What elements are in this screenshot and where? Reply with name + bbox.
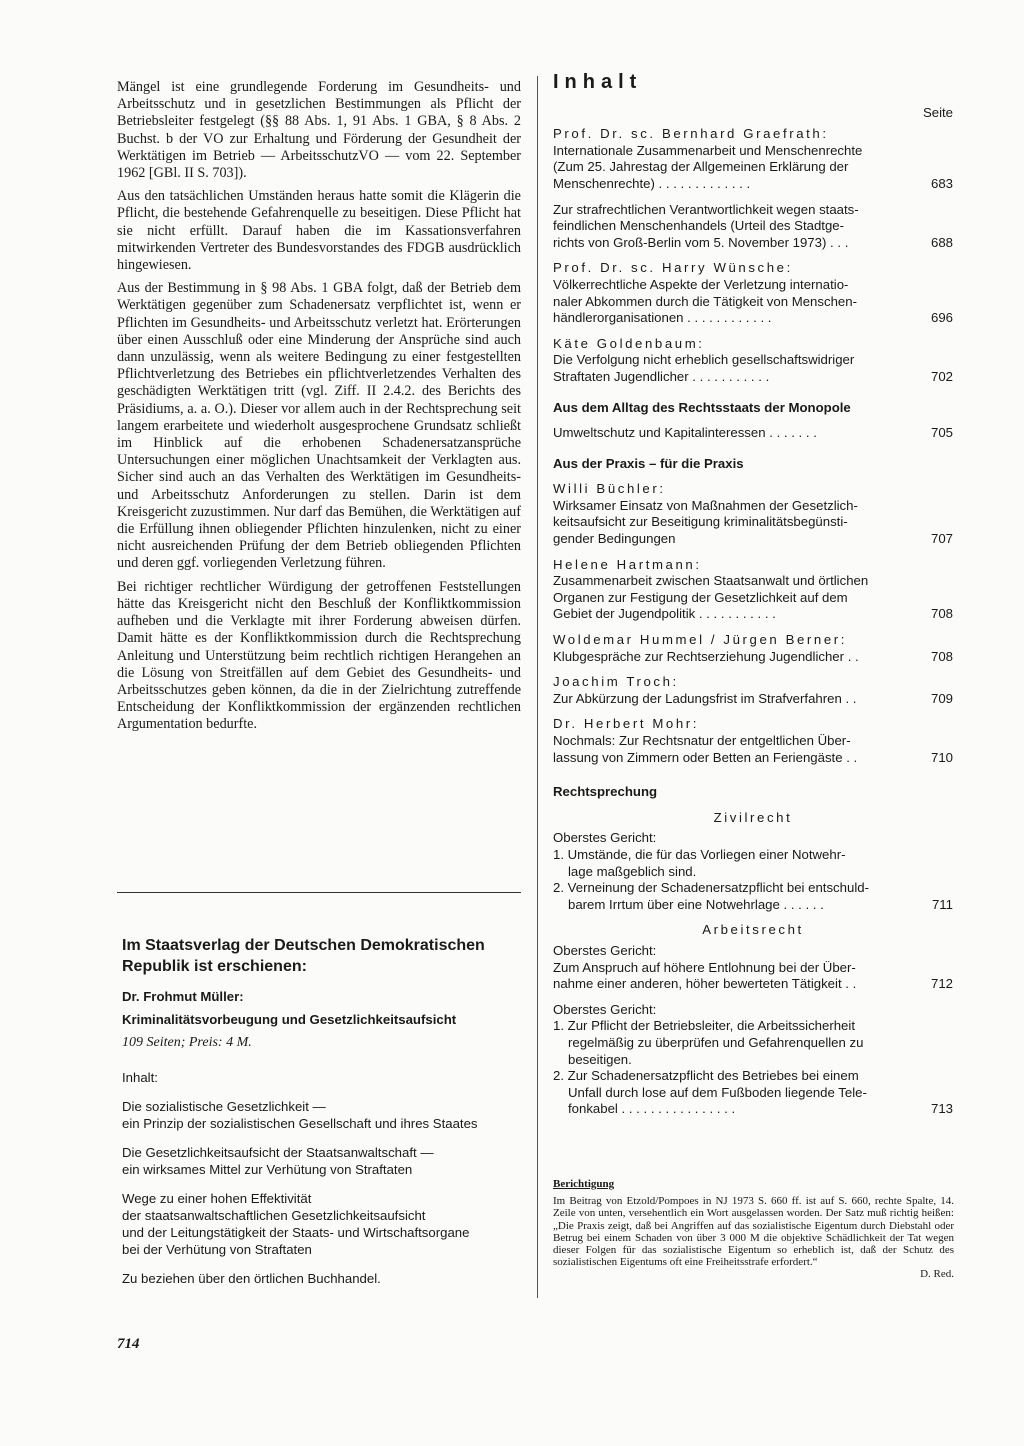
toc-entry[interactable]: Dr. Herbert Mohr: Nochmals: Zur Rechtsnatur der entgeltlichen Über- lassung von Zimmern oder Betten an Feriengäste . . 710	[553, 716, 953, 765]
toc-page: 683	[930, 175, 953, 191]
toc-entry[interactable]: Oberstes Gericht: 1. Zur Pflicht der Betriebsleiter, die Arbeitssicherheit regelmäßig zu überprüfen und Gefahrenquellen zu beseitigen. 2. Zur Schadenersatzpflicht des Betriebes bei einem Unfall durch lose auf dem Fußboden liegende Tele- fonkabel . . . . . . . . . . . . . . . . 713	[553, 1001, 953, 1117]
advert-book-title: Kriminalitätsvorbeugung und Gesetzlichkeitsaufsicht	[122, 1012, 457, 1027]
toc-author: Joachim Troch:	[553, 674, 679, 690]
toc-author: Helene Hartmann:	[553, 556, 702, 572]
toc-page: 710	[930, 749, 953, 765]
column-divider	[537, 76, 538, 1298]
toc-page: 711	[931, 896, 953, 912]
advert-footer: Zu beziehen über den örtlichen Buchhandel.	[122, 1271, 381, 1286]
correction-heading: Berichtigung	[553, 1178, 615, 1190]
paragraph: Aus der Bestimmung in § 98 Abs. 1 GBA folgt, daß der Betrieb dem Werktätigen gegenüber zum Schadenersatz verpflichtet ist, wenn er Pflichten im Gesundheits- und Arbeitsschutz verletzt hat. Erörterungen über einen Ausschluß oder eine Minderung der Ansprüche sind auch dann unzulässig, wenn als weitere Bedingung zu einer festgestellten Pflichtverletzung des Betriebes ein pflichtverletzendes Verhalten des geschädigten Werktätigen tritt (vgl. Ziff. II 2.4.2. des Berichts des Präsidiums, a. a. O.). Dieser vor allem auch in der Rechtsprechung seit langem erarbeitete und wiederholt ausgesprochene Grundsatz schließt im Hinblick auf die erhobenen Schadenersatzansprüche Untersuchungen einer möglichen Unachtsamkeit der Verklagten aus. Sicher sind auch an das Verhalten des Werktätigen im Gesundheits- und Arbeitsschutz Anforderungen zu stellen. Darin ist dem Kreisgericht zuzustimmen. Nur darf das Bemühen, die Werktätigen auf die Erfüllung ihnen obliegender Pflichten hinzulenken, nicht zu einer nicht ausreichenden Prüfung der dem Betrieb obliegenden Pflichten und deren ggf. vorliegenden Verletzung führen.	[117, 280, 521, 572]
section-divider	[117, 892, 521, 893]
toc-entry[interactable]: Helene Hartmann: Zusammenarbeit zwischen Staatsanwalt und örtlichen Organen zur Festigung der Gesetzlichkeit auf dem Gebiet der Jugendpolitik . . . . . . . . . . . 708	[553, 556, 953, 622]
advert-chapter: Wege zu einer hohen Effektivität der staatsanwaltschaftlichen Gesetzlichkeitsaufsicht und der Leitungstätigkeit der Staats- und Wirtschaftsorgane bei der Verhütung von Straftaten	[122, 1191, 470, 1257]
correction-text: Im Beitrag von Etzold/Pompoes in NJ 1973 S. 660 ff. ist auf S. 660, rechte Spalte, 14. Zeile von unten, versehentlich ein Wort ausgelassen worden. Der Satz muß richtig heißen: „Die Praxis zeigt, daß bei Angriffen auf das sozialistische Eigentum durch Diebstahl oder Betrug bei einem Schaden von über 3 000 M die objektive Schädlichkeit der Tat wegen dieser Folgen für das sozialistische Eigentum so erheblich ist, daß der Schutz des sozialistischen Eigentums oft eine Freiheitsstrafe erfordert.“	[553, 1195, 954, 1269]
page-number: 714	[117, 1336, 140, 1352]
toc-page: 696	[930, 310, 953, 326]
correction-notice	[553, 1178, 954, 1281]
publisher-advert	[122, 935, 522, 1299]
advert-chapter: Die Gesetzlichkeitsaufsicht der Staatsanwaltschaft — ein wirksames Mittel zur Verhütung von Straftaten	[122, 1145, 434, 1177]
advert-pages-price: 109 Seiten; Preis: 4 M.	[122, 1035, 252, 1050]
toc-entry[interactable]: Prof. Dr. sc. Harry Wünsche: Völkerrechtliche Aspekte der Verletzung internatio- naler Abkommen durch die Tätigkeit von Menschen- händlerorganisationen . . . . . . . . . . . . 696	[553, 260, 953, 326]
toc-page: 709	[930, 690, 953, 706]
toc-entry[interactable]: Oberstes Gericht: 1. Umstände, die für das Vorliegen einer Notwehr- lage maßgeblich sind. 2. Verneinung der Schadenersatzpflicht bei entschuld- barem Irrtum über eine Notwehrlage . . . . . . 711	[553, 830, 953, 912]
toc-page: 702	[930, 368, 953, 384]
toc-entry[interactable]: Zur strafrechtlichen Verantwortlichkeit wegen staats- feindlichen Menschenhandels (Urteil des Stadtge- richts von Groß-Berlin vom 5. November 1973) . . . 688	[553, 201, 953, 250]
toc-page-label: Seite	[922, 104, 953, 120]
toc-page: 707	[930, 531, 953, 547]
toc-page: 708	[930, 648, 953, 664]
toc-author: Woldemar Hummel / Jürgen Berner:	[553, 632, 848, 648]
toc-subheading: Zivilrecht	[713, 809, 793, 825]
toc-subheading: Arbeitsrecht	[702, 922, 804, 938]
toc-page: 688	[930, 234, 953, 250]
advert-headline: Im Staatsverlag der Deutschen Demokratischen Republik ist erschienen:	[122, 937, 485, 975]
toc-page: 708	[930, 606, 953, 622]
toc-author: Willi Büchler:	[553, 481, 666, 497]
toc-entry[interactable]: Umweltschutz und Kapitalinteressen . . . . . . . 705	[553, 425, 953, 441]
toc-page: 712	[930, 976, 953, 992]
toc-author: Prof. Dr. sc. Bernhard Graefrath:	[553, 126, 829, 142]
toc-author: Käte Goldenbaum:	[553, 335, 705, 351]
toc-page: 705	[930, 425, 953, 441]
toc-entry[interactable]: Willi Büchler: Wirksamer Einsatz von Maßnahmen der Gesetzlich- keitsaufsicht zur Beseitigung kriminalitätsbegünsti- gender Bedingungen 707	[553, 481, 953, 547]
paragraph: Aus den tatsächlichen Umständen heraus hatte somit die Klägerin die Pflicht, die bestehende Gefahrenquelle zu beseitigen. Diese Pflicht hat sie nicht erfüllt. Darauf haben die im Kassationsverfahren mitwirkenden Vertreter des Bundesvorstandes des FDGB ausdrücklich hingewiesen.	[117, 188, 521, 274]
toc-entry[interactable]: Käte Goldenbaum: Die Verfolgung nicht erheblich gesellschaftswidriger Straftaten Jugendlicher . . . . . . . . . . . 702	[553, 335, 953, 384]
toc-heading: Inhalt	[553, 71, 643, 93]
toc-author: Prof. Dr. sc. Harry Wünsche:	[553, 260, 793, 276]
advert-contents-label: Inhalt:	[122, 1070, 158, 1085]
toc-section-heading: Aus der Praxis – für die Praxis	[553, 455, 744, 471]
toc-entry[interactable]: Woldemar Hummel / Jürgen Berner: Klubgespräche zur Rechtserziehung Jugendlicher . . 708	[553, 632, 953, 664]
paragraph: Mängel ist eine grundlegende Forderung im Gesundheits- und Arbeitsschutz und in gesetzlichen Bestimmungen als Pflicht der Betriebsleiter festgelegt (§§ 88 Abs. 1, 91 Abs. 1 GBA, § 8 Abs. 2 Buchst. b der VO zur Erhaltung und Förderung der Gesundheit der Werktätigen im Betrieb — ArbeitsschutzVO — vom 22. September 1962 [GBl. II S. 703]).	[117, 79, 521, 182]
toc-section-heading: Aus dem Alltag des Rechtsstaats der Monopole	[553, 399, 851, 415]
toc-author: Dr. Herbert Mohr:	[553, 716, 700, 732]
correction-signature: D. Red.	[920, 1268, 954, 1281]
table-of-contents	[553, 72, 953, 1127]
toc-entry[interactable]: Prof. Dr. sc. Bernhard Graefrath: Internationale Zusammenarbeit und Menschenrechte (Zum 25. Jahrestag der Allgemeinen Erklärung der Menschenrechte) . . . . . . . . . . . . . 683	[553, 126, 953, 191]
paragraph: Bei richtiger rechtlicher Würdigung der getroffenen Feststellungen hätte das Kreisgericht nicht den Beschluß der Konfliktkommission aufheben und die Verklagte mit ihrer Forderung abweisen dürfen. Damit hätte es der Konfliktkommission durch die Rechtsprechung Anleitung und Unterstützung beim rechtlich richtigen Herangehen an die Lösung von Streitfällen auf dem Gebiet des Gesundheits- und Arbeitsschutzes geben können, da die in der Zielrichtung zutreffende Entscheidung der Konfliktkommission der ergänzenden rechtlichen Argumentation bedurfte.	[117, 578, 521, 733]
toc-entry[interactable]: Joachim Troch: Zur Abkürzung der Ladungsfrist im Strafverfahren . . 709	[553, 674, 953, 706]
advert-author: Dr. Frohmut Müller:	[122, 989, 244, 1004]
left-column	[117, 79, 521, 740]
toc-entry[interactable]: Oberstes Gericht: Zum Anspruch auf höhere Entlohnung bei der Über- nahme einer anderen, höher bewerteten Tätigkeit . . 712	[553, 942, 953, 992]
toc-page: 713	[930, 1101, 953, 1117]
toc-section-heading: Rechtsprechung	[553, 784, 658, 800]
advert-chapter: Die sozialistische Gesetzlichkeit — ein Prinzip der sozialistischen Gesellschaft und ihres Staates	[122, 1099, 478, 1131]
